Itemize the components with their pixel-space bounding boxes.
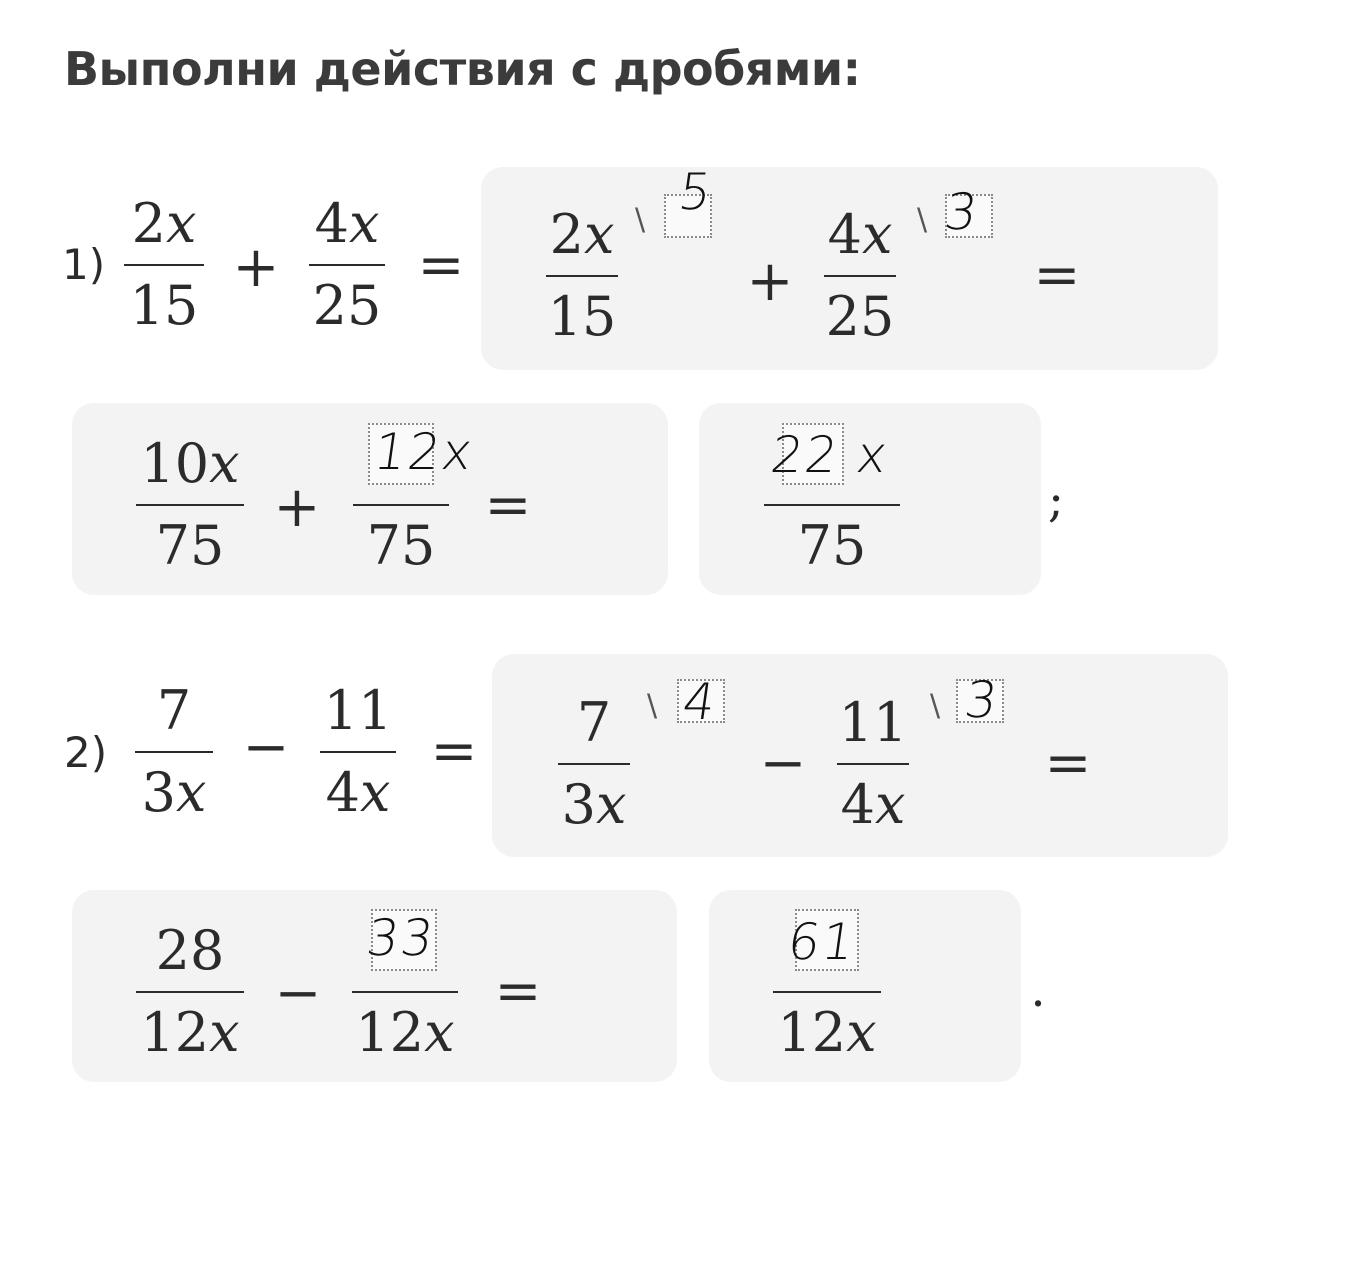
semicolon: ; bbox=[1047, 472, 1065, 528]
equals-sign: = bbox=[417, 233, 465, 298]
equals-sign: = bbox=[1044, 731, 1092, 796]
factor-answer-1: 5 bbox=[675, 163, 717, 221]
factor-answer-2: 3 bbox=[961, 671, 1003, 729]
result-numerator-answer: 61 bbox=[784, 913, 860, 971]
numerator-answer: 12x bbox=[370, 423, 478, 481]
task1-label: 1) bbox=[62, 240, 106, 289]
equals-sign: = bbox=[494, 959, 542, 1024]
minus-operator: − bbox=[242, 715, 290, 780]
factor-separator: \ bbox=[646, 688, 658, 724]
equals-sign: = bbox=[430, 719, 478, 784]
period: . bbox=[1030, 962, 1046, 1018]
equals-sign: = bbox=[1033, 243, 1081, 308]
factor-separator: \ bbox=[634, 202, 646, 238]
task2-label: 2) bbox=[64, 728, 108, 777]
minus-operator: − bbox=[274, 961, 322, 1026]
page-title: Выполни действия с дробями: bbox=[64, 42, 861, 96]
minus-operator: − bbox=[759, 731, 807, 796]
plus-operator: + bbox=[273, 475, 321, 540]
factor-separator: \ bbox=[929, 688, 941, 724]
numerator-answer: 33 bbox=[363, 909, 439, 967]
equals-sign: = bbox=[484, 473, 532, 538]
factor-answer-1: 4 bbox=[679, 673, 721, 731]
factor-answer-2: 3 bbox=[941, 183, 983, 241]
plus-operator: + bbox=[232, 235, 280, 300]
result-numerator-answer: 22 x bbox=[767, 426, 893, 484]
plus-operator: + bbox=[746, 249, 794, 314]
factor-separator: \ bbox=[916, 202, 928, 238]
